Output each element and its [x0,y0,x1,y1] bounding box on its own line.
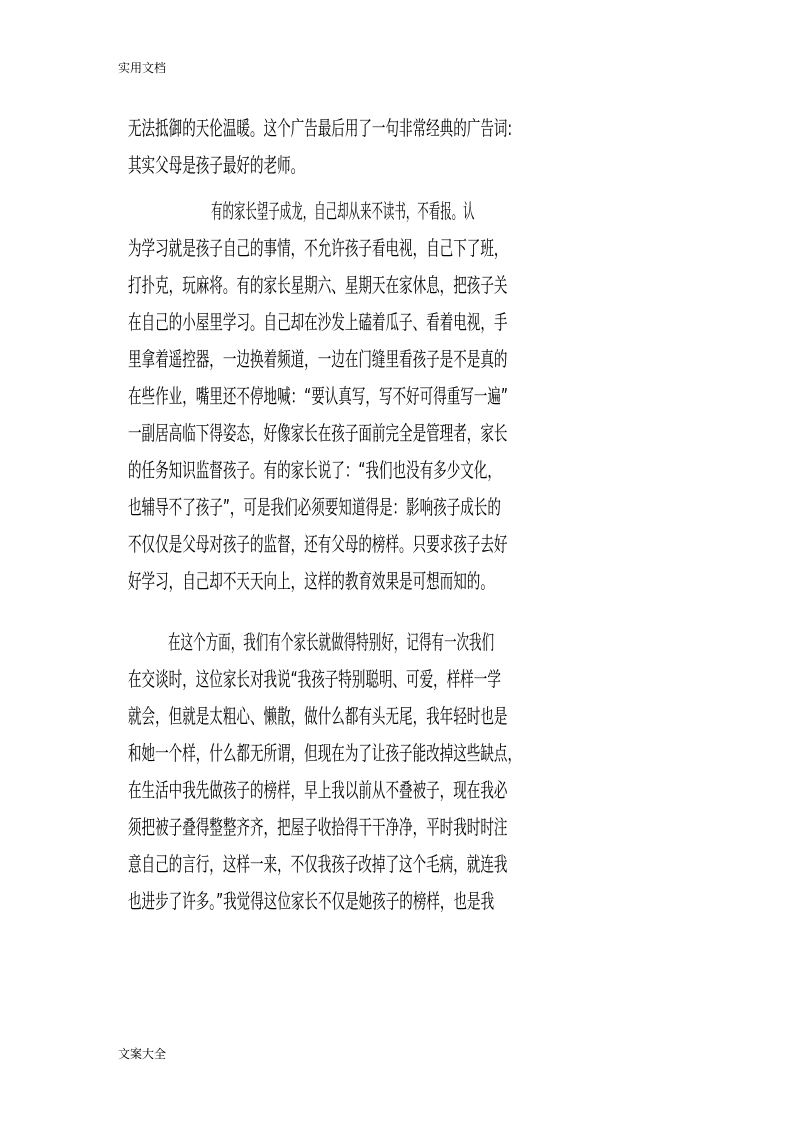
text-line: 好学习，自己却不天天向上，这样的教育效果是可想而知的。 [128,569,494,593]
text-line: 有的家长望子成龙，自己却从来不读书，不看报。认 [211,199,475,223]
text-line: 和她一个样，什么都无所谓，但现在为了让孩子能改掉这些缺点， [128,741,521,765]
text-line: 也进步了许多。”我觉得这位家长不仅是她孩子的榜样，也是我 [128,889,495,913]
text-line: 就会，但就是太粗心、懒散，做什么都有头无尾，我年轻时也是 [128,704,508,728]
text-line: 打扑克，玩麻将。有的家长星期六、星期天在家休息，把孩子关 [128,273,508,297]
text-line: 无法抵御的天伦温暖。这个广告最后用了一句非常经典的广告词: [128,116,513,140]
page-footer-label: 文案大全 [118,1047,167,1061]
text-line: 在交谈时，这位家长对我说“我孩子特别聪明、可爱，样样一学 [128,667,501,691]
text-line: 的任务知识监督孩子。有的家长说了：“我们也没有多少文化， [128,458,501,482]
text-line: 不仅仅是父母对孩子的监督，还有父母的榜样。只要求孩子去好 [128,532,508,556]
text-line: 在这个方面，我们有个家长就做得特别好，记得有一次我们 [168,630,495,654]
text-line: 须把被子叠得整整齐齐，把屋子收拾得干干净净，平时我时时注 [128,815,508,839]
text-line: 在些作业，嘴里还不停地喊：“要认真写，写不好可得重写一遍” [128,384,508,408]
text-line: 里拿着遥控器，一边换着频道，一边在门缝里看孩子是不是真的 [128,347,508,371]
text-line: 一副居高临下得姿态，好像家长在孩子面前完全是管理者，家长 [128,421,508,445]
text-line: 意自己的言行，这样一来，不仅我孩子改掉了这个毛病，就连我 [128,852,508,876]
text-line: 其实父母是孩子最好的老师。 [128,153,305,177]
text-line: 在生活中我先做孩子的榜样，早上我以前从不叠被子，现在我必 [128,778,508,802]
text-line: 为学习就是孩子自己的事情，不允许孩子看电视，自己下了班， [128,236,508,260]
page-header-label: 实用文档 [118,61,167,75]
text-line: 也辅导不了孩子”，可是我们必须要知道得是：影响孩子成长的 [128,495,501,519]
text-line: 在自己的小屋里学习。自己却在沙发上磕着瓜子、看着电视，手 [128,310,508,334]
